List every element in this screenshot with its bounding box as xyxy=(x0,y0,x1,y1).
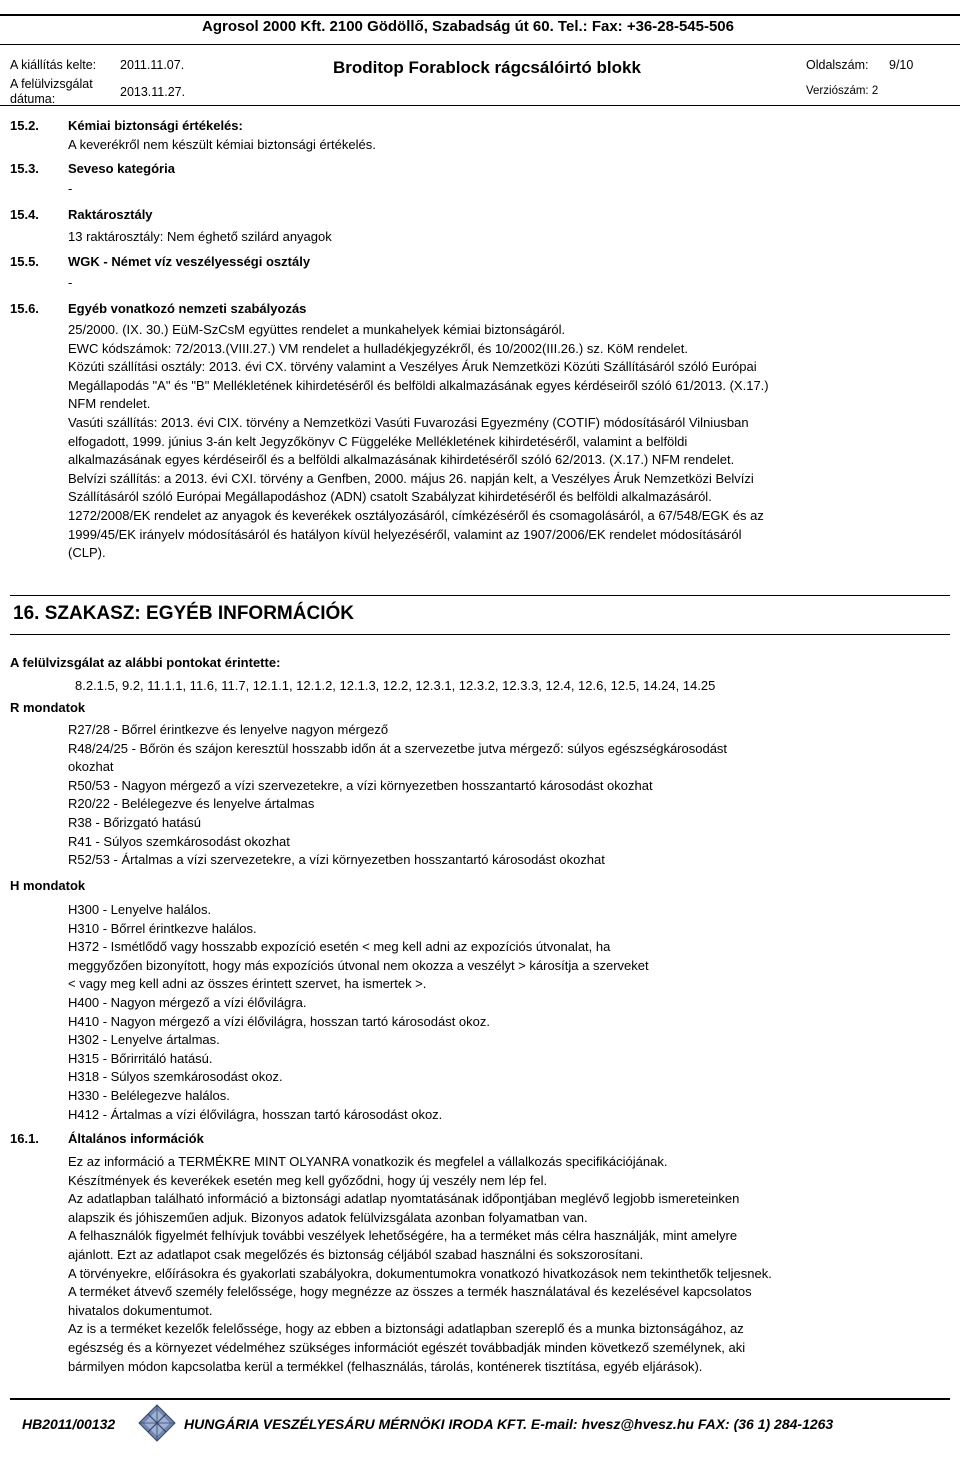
general-info-line: alapszik és jóhiszeműen adjuk. Bizonyos adatok felülvizsgálata azonban folyamatban van. xyxy=(68,1209,588,1225)
r-phrase: R50/53 - Nagyon mérgező a vízi szervezetekre, a vízi környezetben hosszantartó károsodást okozhat xyxy=(68,777,653,793)
footer-company: HUNGÁRIA VESZÉLYESÁRU MÉRNÖKI IRODA KFT. E-mail: hvesz@hvesz.hu FAX: (36 1) 284-1263 xyxy=(184,1416,834,1432)
company-info: Agrosol 2000 Kft. 2100 Gödöllő, Szabadság út 60. Tel.: Fax: +36-28-545-506 xyxy=(202,18,734,35)
h-phrase: meggyőzően bizonyított, hogy más expozíciós útvonal nem okozza a veszélyt > károsítja a szerveket xyxy=(68,957,649,973)
h-phrase: H412 - Ártalmas a vízi élővilágra, hosszan tartó károsodást okoz. xyxy=(68,1106,443,1122)
section-15-2-title: Kémiai biztonsági értékelés: xyxy=(68,118,243,133)
regulation-line: 1272/2008/EK rendelet az anyagok és keverékek osztályozásáról, címkézéséről és csomagolásáról, a 67/548/EGK és az xyxy=(68,507,764,523)
section-16-1-number: 16.1. xyxy=(10,1131,39,1146)
general-info-line: Készítmények és keverékek esetén meg kell győződni, hogy új veszély nem lép fel. xyxy=(68,1172,548,1188)
footer-divider xyxy=(10,1398,950,1400)
review-date: 2013.11.27. xyxy=(120,85,186,99)
section-15-2-number: 15.2. xyxy=(10,118,39,133)
regulation-line: Vasúti szállítás: 2013. évi CIX. törvény a Nemzetközi Vasúti Fuvarozási Egyezmény (COTIF) módosításáról Vilniusban xyxy=(68,414,749,430)
r-phrase: R52/53 - Ártalmas a vízi szervezetekre, a vízi környezetben hosszantartó károsodást okozhat xyxy=(68,852,605,868)
header-divider xyxy=(0,105,960,106)
hvesz-diamond-logo-icon xyxy=(138,1404,176,1442)
regulation-line: 25/2000. (IX. 30.) EüM-SzCsM együttes rendelet a munkahelyek kémiai biztonságáról. xyxy=(68,322,566,337)
h-phrase: H372 - Ismétlődő vagy hosszabb expozíció esetén < meg kell adni az expozíciós útvonalat, ha xyxy=(68,939,611,955)
regulation-line: Közúti szállítási osztály: 2013. évi CX. törvény valamint a Veszélyes Áruk Nemzetközi Közúti Szállításáról szóló Európai xyxy=(68,359,757,375)
general-info-line: A felhasználók figyelmét felhívjuk további veszélyek lehetőségére, ha a terméket más célra használják, mint amelyre xyxy=(68,1228,738,1244)
section-15-6-text xyxy=(68,321,948,563)
general-info-line: Ez az információ a TERMÉKRE MINT OLYANRA vonatkozik és megfelel a vállalkozás specifikációjának. xyxy=(68,1154,668,1169)
section-15-5-number: 15.5. xyxy=(10,254,39,269)
r-phrase: R41 - Súlyos szemkárosodást okozhat xyxy=(68,833,290,849)
section-15-4-text: 13 raktárosztály: Nem éghető szilárd anyagok xyxy=(68,229,332,244)
h-phrase: H400 - Nagyon mérgező a vízi élővilágra. xyxy=(68,994,307,1010)
h-phrases-list xyxy=(68,901,649,1124)
section-15-5-title: WGK - Német víz veszélyességi osztály xyxy=(68,254,311,269)
regulation-line: alkalmazásának egyes kérdéseiről és a belföldi alkalmazásának kihirdetéséről szóló 62/2013. (X.17.) NFM rendelet. xyxy=(68,452,735,468)
review-date-label: A felülvizsgálat dátuma: xyxy=(10,77,93,106)
h-phrase: H330 - Belélegezve halálos. xyxy=(68,1087,230,1103)
document-title: Broditop Forablock rágcsálóirtó blokk xyxy=(333,58,641,77)
h-phrase: < vagy meg kell adni az összes érintett szervet, ha ismertek >. xyxy=(68,976,427,992)
footer-code: HB2011/00132 xyxy=(22,1416,116,1432)
general-info-text xyxy=(68,1153,772,1376)
review-points: 8.2.1.5, 9.2, 11.1.1, 11.6, 11.7, 12.1.1, 12.1.2, 12.1.3, 12.2, 12.3.1, 12.3.2, 12.3.3, 12.4, 12.6, 12.5, 14.24, 14.25 xyxy=(75,678,716,693)
section-15-3-title: Seveso kategória xyxy=(68,161,175,176)
general-info-line: Az adatlapban található információ a biztonsági adatlap nyomtatásának időpontjában meglévő legjobb ismereteinken xyxy=(68,1191,740,1207)
general-info-line: Az is a terméket kezelők felelőssége, hogy az ebben a biztonsági adatlapban szereplő és a munka biztonságához, az xyxy=(68,1321,744,1337)
issue-date-label: A kiállítás kelte: xyxy=(10,58,97,72)
r-phrases-heading: R mondatok xyxy=(10,700,86,715)
section-15-3-text: - xyxy=(68,181,73,196)
regulation-line: (CLP). xyxy=(68,545,106,561)
r-phrase: R38 - Bőrizgató hatású xyxy=(68,814,201,830)
general-info-line: A terméket átvevő személy felelőssége, hogy megnézze az összes a termék használatával és kezelésével kapcsolatos xyxy=(68,1284,752,1300)
h-phrase: H300 - Lenyelve halálos. xyxy=(68,902,212,917)
section-15-4-title: Raktárosztály xyxy=(68,207,153,222)
regulation-line: Megállapodás "A" és "B" Mellékletének kihirdetéséről és belföldi alkalmazásának egyes kérdéseiről szóló 61/2013. (X.17.) xyxy=(68,377,769,393)
r-phrases-list xyxy=(68,721,727,870)
r-phrase: R48/24/25 - Bőrön és szájon keresztül hosszabb időn át a szervezetbe jutva mérgező: súlyos egészségkárosodást xyxy=(68,740,728,756)
section-15-6-number: 15.6. xyxy=(10,301,39,316)
section-15-4-number: 15.4. xyxy=(10,207,39,222)
section-15-6-title: Egyéb vonatkozó nemzeti szabályozás xyxy=(68,301,307,316)
version-number: Verziószám: 2 xyxy=(806,85,879,97)
general-info-line: egészség és a környezet védelméhez szükséges információt egészét továbbadják minden következő személynek, aki xyxy=(68,1339,746,1355)
page-label: Oldalszám: xyxy=(806,58,869,72)
h-phrase: H310 - Bőrrel érintkezve halálos. xyxy=(68,920,257,936)
general-info-line: A törvényekre, előírásokra és gyakorlati szabályokra, dokumentumokra vonatkozó hivatkozások nem tekinthetők teljesnek. xyxy=(68,1265,772,1281)
section-15-5-text: - xyxy=(68,275,73,290)
issue-date: 2011.11.07. xyxy=(120,58,185,72)
regulation-line: Szállításáról szóló Európai Megállapodáshoz (ADN) csatolt Szabályzat kihirdetéséről és belföldi alkalmazásáról. xyxy=(68,489,712,505)
regulation-line: 1999/45/EK irányelv módosításáról és hatályon kívül helyezéséről, valamint az 1907/2006/EK rendelet módosításáról xyxy=(68,526,742,542)
general-info-line: hivatalos dokumentumot. xyxy=(68,1302,213,1318)
regulation-line: Belvízi szállítás: a 2013. évi CXI. törvény a Genfben, 2000. május 26. napján kelt, a Veszélyes Áruk Nemzetközi Belvízi xyxy=(68,470,754,486)
r-phrase: R27/28 - Bőrrel érintkezve és lenyelve nagyon mérgező xyxy=(68,722,389,737)
h-phrase: H318 - Súlyos szemkárosodást okoz. xyxy=(68,1069,283,1085)
section-16-1-title: Általános információk xyxy=(68,1131,204,1146)
section-15-3-number: 15.3. xyxy=(10,161,39,176)
general-info-line: ajánlott. Ezt az adatlapot csak megelőzés és biztonság céljából szabad használni és sokszorosítani. xyxy=(68,1246,644,1262)
h-phrase: H315 - Bőrirritáló hatású. xyxy=(68,1050,213,1066)
r-phrase: okozhat xyxy=(68,759,114,775)
section-15-2-text: A keverékről nem készült kémiai biztonsági értékelés. xyxy=(68,137,376,152)
h-phrases-heading: H mondatok xyxy=(10,878,86,893)
h-phrase: H410 - Nagyon mérgező a vízi élővilágra, hosszan tartó károsodást okoz. xyxy=(68,1013,490,1029)
h-phrase: H302 - Lenyelve ártalmas. xyxy=(68,1032,220,1048)
general-info-line: bármilyen módon kapcsolatba kerül a termékkel (felhasználás, tárolás, konténerek tisztítása, egyéb eljárások). xyxy=(68,1358,703,1374)
section-16-title: 16. SZAKASZ: EGYÉB INFORMÁCIÓK xyxy=(13,603,354,624)
regulation-line: EWC kódszámok: 72/2013.(VIII.27.) VM rendelet a hulladékjegyzékről, és 10/2002(III.26.) sz. KöM rendelet. xyxy=(68,340,688,356)
r-phrase: R20/22 - Belélegezve és lenyelve ártalmas xyxy=(68,796,315,812)
review-points-heading: A felülvizsgálat az alábbi pontokat érintette: xyxy=(10,655,281,670)
regulation-line: elfogadott, 1999. június 3-án kelt Jegyzőkönyv C Függeléke Mellékletének kihirdetéséről, valamint a belföldi xyxy=(68,433,688,449)
page-number: 9/10 xyxy=(889,58,914,72)
regulation-line: NFM rendelet. xyxy=(68,396,151,412)
